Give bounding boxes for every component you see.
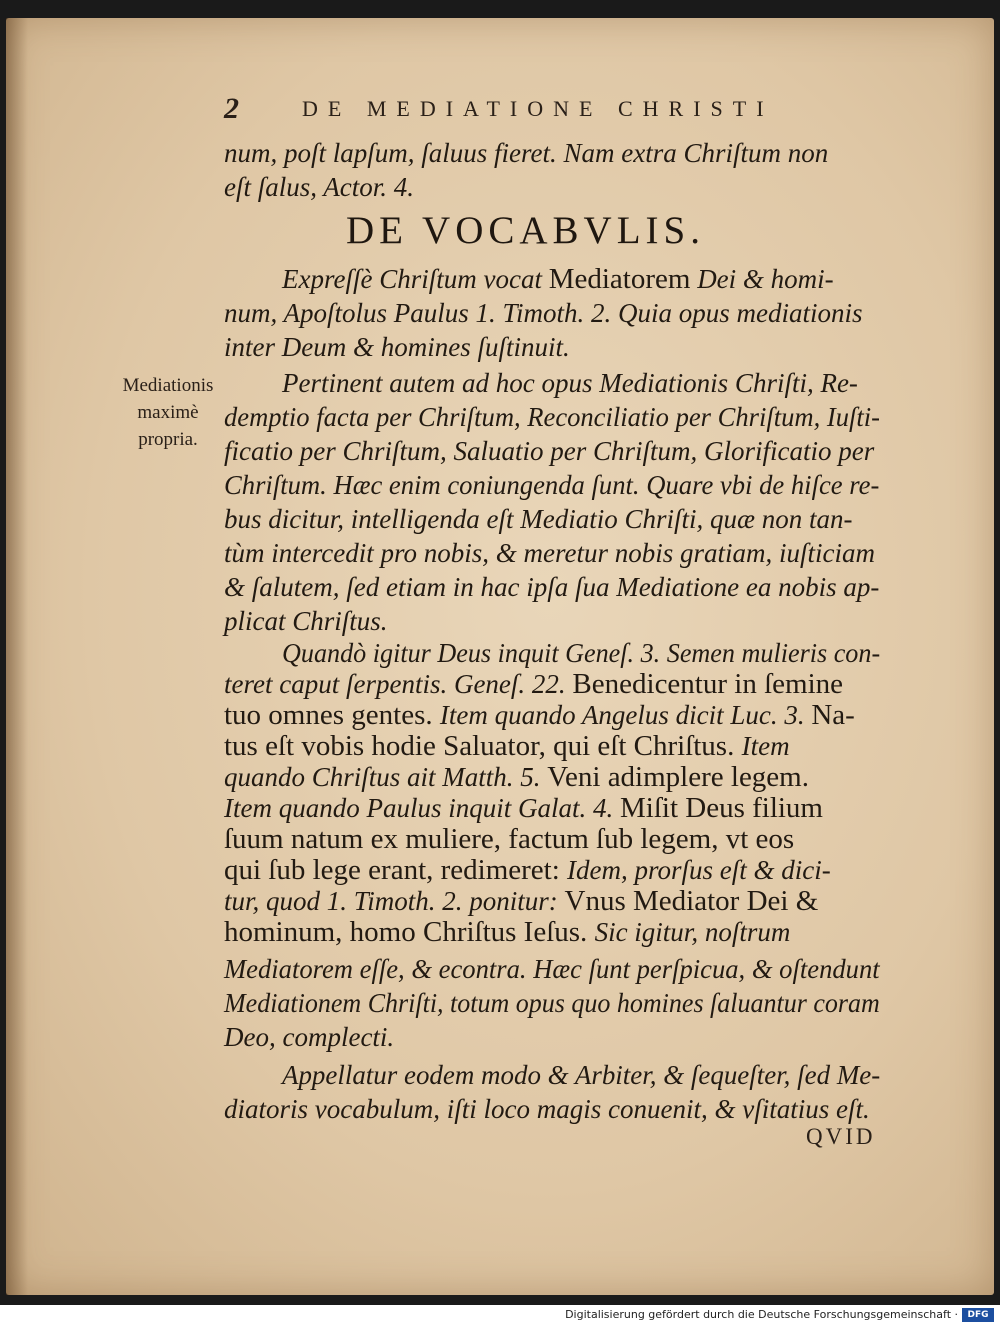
text-run: tur, quod 1. Timoth. 2. ponitur: bbox=[224, 886, 565, 916]
text-line: tùm intercedit pro nobis, & meretur nobis gratiam, iuſticiam bbox=[224, 538, 875, 568]
text-run: Veni adimplere legem. bbox=[547, 761, 809, 793]
text-run: Sic igitur, noſtrum bbox=[594, 917, 791, 947]
text-run: Idem, prorſus eſt & dici- bbox=[567, 855, 831, 885]
margin-note bbox=[108, 372, 228, 453]
text-line: bus dicitur, intelligenda eſt Mediatio Chriſti, quæ non tan- bbox=[224, 504, 853, 534]
text-run: quando Chriſtus ait Matth. 5. bbox=[224, 762, 548, 792]
text-run: qui ſub lege erant, redimeret: bbox=[224, 854, 568, 886]
text-line: eſt ſalus, Actor. 4. bbox=[224, 172, 415, 202]
section-heading: DE VOCABVLIS. bbox=[346, 209, 705, 252]
text-line: inter Deum & homines ſuſtinuit. bbox=[224, 332, 570, 362]
text-run: Item bbox=[741, 731, 790, 761]
text-run: Mediatorem bbox=[548, 263, 691, 295]
footer-bar bbox=[0, 1305, 1000, 1325]
text-run: Mediationem Chriſti, totum opus quo homines ſaluantur coram bbox=[224, 988, 880, 1018]
text-run: Quandò igitur Deus inquit Geneſ. 3. Semen mulieris con- bbox=[282, 638, 881, 668]
text-line bbox=[224, 853, 831, 887]
page-gutter-shadow bbox=[6, 18, 28, 1295]
text-line bbox=[224, 884, 818, 918]
text-run: tus eſt vobis hodie Saluator, qui eſt Chriſtus. bbox=[224, 730, 742, 762]
text-line: diatoris vocabulum, iſti loco magis conuenit, & vſitatius eſt. bbox=[224, 1094, 870, 1124]
text-line bbox=[224, 729, 790, 763]
text-run: Expreſſè Chriſtum vocat bbox=[282, 264, 549, 294]
footer-credit: Digitalisierung gefördert durch die Deutsche Forschungsgemeinschaft · bbox=[565, 1308, 958, 1321]
catchword: QVID bbox=[806, 1124, 876, 1149]
text-line bbox=[224, 698, 855, 732]
text-run: teret caput ſerpentis. Geneſ. 22. bbox=[224, 669, 573, 699]
text-line: plicat Chriſtus. bbox=[224, 606, 388, 636]
text-run: tuo omnes gentes. bbox=[224, 699, 440, 731]
text-line bbox=[224, 667, 843, 701]
dfg-logo: DFG bbox=[962, 1308, 994, 1322]
text-run: hominum, homo Chriſtus Ieſus. bbox=[224, 916, 595, 948]
page-header bbox=[224, 92, 824, 124]
text-line bbox=[224, 1020, 394, 1054]
text-run: Dei & homi- bbox=[690, 264, 834, 294]
text-line: & ſalutem, ſed etiam in hac ipſa ſua Mediatione ea nobis ap- bbox=[224, 572, 880, 602]
margin-note-line: propria. bbox=[138, 429, 198, 450]
running-head: DE MEDIATIONE CHRISTI bbox=[302, 96, 774, 121]
text-line: Appellatur eodem modo & Arbiter, & ſequeſter, ſed Me- bbox=[282, 1060, 881, 1090]
text-line bbox=[224, 952, 880, 986]
text-run: Deo, complecti. bbox=[224, 1022, 395, 1052]
text-run: Mediatorem eſſe, & econtra. Hæc ſunt perſpicua, & oſtendunt bbox=[224, 954, 880, 984]
text-line bbox=[224, 791, 823, 825]
margin-note-line: maximè bbox=[137, 402, 199, 423]
text-run: Na- bbox=[811, 699, 855, 731]
text-line: demptio facta per Chriſtum, Reconciliatio per Chriſtum, Iuſti- bbox=[224, 402, 881, 432]
text-run: Miſit Deus filium bbox=[619, 792, 823, 824]
margin-note-line: Mediationis bbox=[122, 375, 214, 396]
text-line bbox=[282, 636, 880, 670]
page-number: 2 bbox=[224, 92, 239, 125]
text-line: ficatio per Chriſtum, Saluatio per Chriſtum, Glorificatio per bbox=[224, 436, 875, 466]
text-line: num, poſt lapſum, ſaluus fieret. Nam extra Chriſtum non bbox=[224, 138, 829, 168]
text-line bbox=[224, 760, 809, 794]
text-run: Item quando Paulus inquit Galat. 4. bbox=[224, 793, 620, 823]
text-run: Item quando Angelus dicit Luc. 3. bbox=[439, 700, 812, 730]
text-line: Chriſtum. Hæc enim coniungenda ſunt. Quare vbi de hiſce re- bbox=[224, 470, 880, 500]
text-line: num, Apoſtolus Paulus 1. Timoth. 2. Quia opus mediationis bbox=[224, 298, 863, 328]
text-run: Benedicentur in ſemine bbox=[572, 668, 843, 700]
text-run: ſuum natum ex muliere, factum ſub legem, vt eos bbox=[224, 823, 795, 855]
text-line bbox=[224, 822, 794, 856]
text-line bbox=[224, 915, 790, 949]
text-line bbox=[224, 986, 880, 1020]
text-run: Vnus Mediator Dei & bbox=[564, 885, 819, 917]
text-line bbox=[282, 262, 834, 296]
text-line: Pertinent autem ad hoc opus Mediationis Chriſti, Re- bbox=[282, 368, 858, 398]
